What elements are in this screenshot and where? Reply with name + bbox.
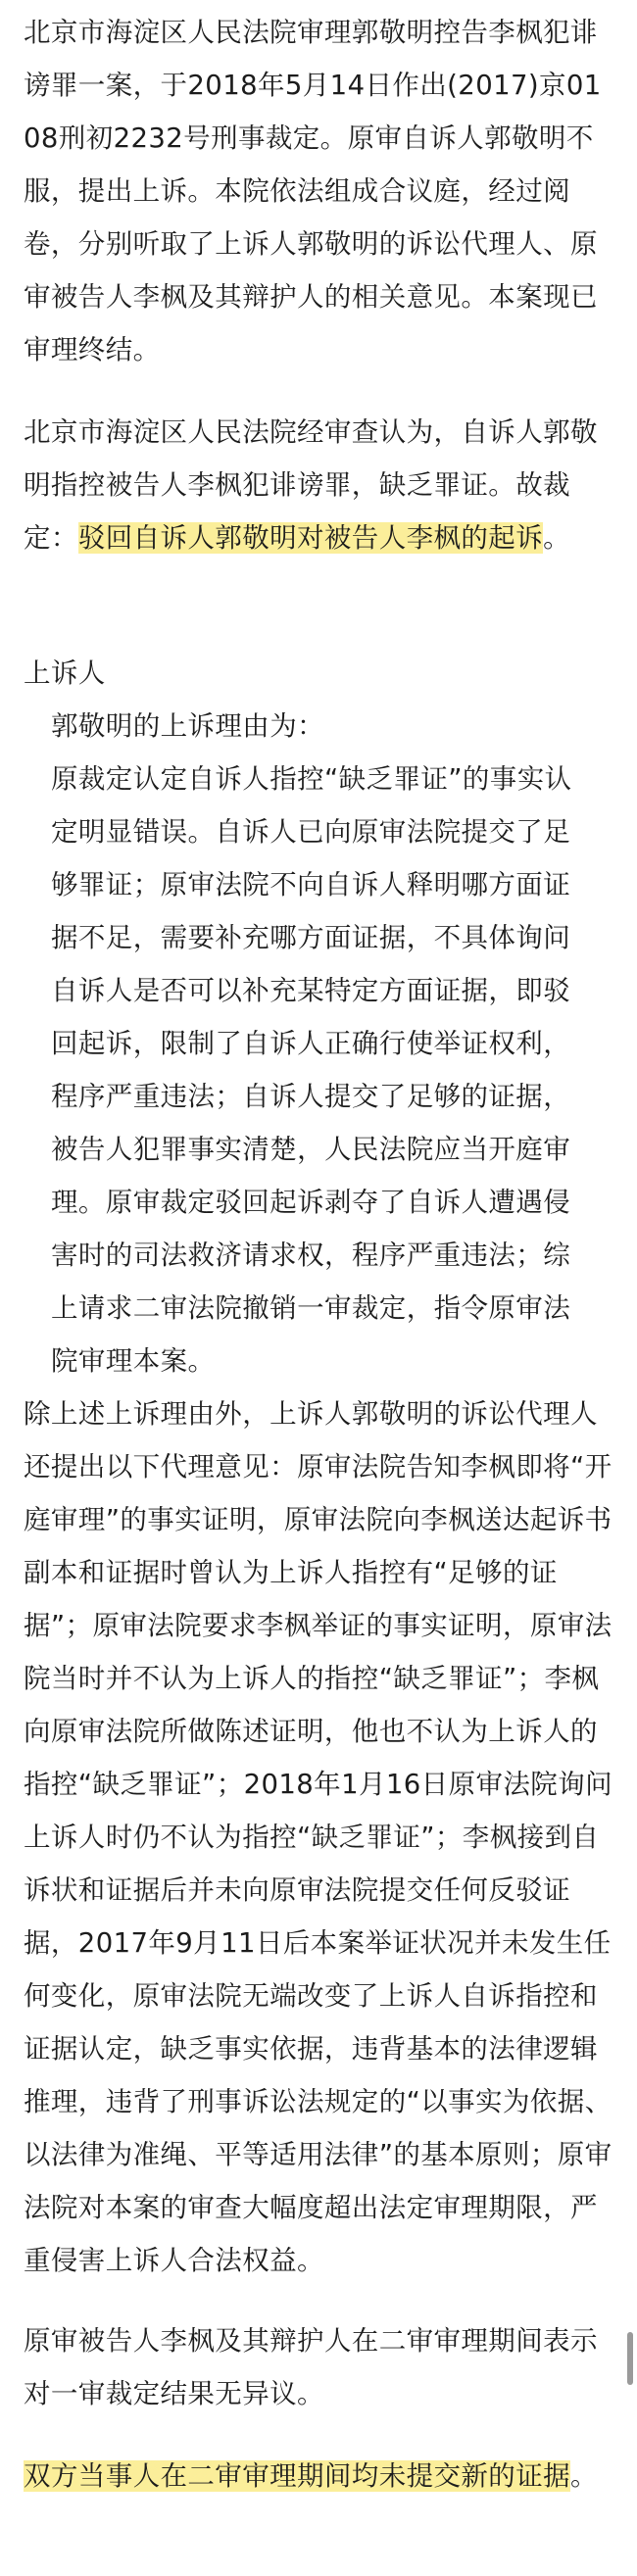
ruling-text: 北京市海淀区人民法院经审查认为，自诉人郭敬明指控被告人李枫犯诽谤罪，缺乏罪证。故裁定： xyxy=(24,416,598,554)
ruling-period: 。 xyxy=(543,522,571,554)
appellant-label: 上诉人 xyxy=(24,657,106,689)
highlighted-ruling: 驳回自诉人郭敬明对被告人李枫的起诉 xyxy=(77,522,544,554)
highlighted-no-new-evidence: 双方当事人在二审审理期间均未提交新的证据 xyxy=(24,2460,570,2492)
scrollbar-thumb[interactable] xyxy=(627,2332,633,2385)
agent-opinion: 除上述上诉理由外，上诉人郭敬明的诉讼代理人还提出以下代理意见：原审法院告知李枫即将“开庭审理”的事实证明，原审法院向李枫送达起诉书副本和证据时曾认为上诉人指控有“足够的证据”；原审法院要求李枫举证的事实证明，原审法院当时并不认为上诉人的指控“缺乏罪证”；李枫向原审法院所做陈述证明，他也不认为上诉人的指控“缺乏罪证”；2018年1月16日原审法院询问上诉人时仍不认为指控“缺乏罪证”；李枫接到自诉状和证据后并未向原审法院提交任何反驳证据，2017年9月11日后本案举证状况并未发生任何变化，原审法院无端改变了上诉人自诉指控和证据认定，缺乏事实依据，违背基本的法律逻辑推理，违背了刑事诉讼法规定的“以事实为依据、以法律为准绳、平等适用法律”的基本原则；原审法院对本案的审查大幅度超出法定审理期限，严重侵害上诉人合法权益。 xyxy=(24,1398,612,2276)
paragraph-first-instance-ruling xyxy=(24,406,613,564)
closing-period: 。 xyxy=(570,2460,598,2492)
defendant-response: 原审被告人李枫及其辩护人在二审审理期间表示对一审裁定结果无异议。 xyxy=(24,2325,598,2409)
no-new-evidence xyxy=(24,2450,613,2503)
paragraph-case-intro: 北京市海淀区人民法院审理郭敬明控告李枫犯诽谤罪一案，于2018年5月14日作出(2017)京0108刑初2232号刑事裁定。原审自诉人郭敬明不服，提出上诉。本院依法组成合议庭，经过阅卷，分别听取了上诉人郭敬明的诉讼代理人、原审被告人李枫及其辩护人的相关意见。本案现已审理终结。 xyxy=(24,17,602,365)
appeal-reason-intro: 郭敬明的上诉理由为： xyxy=(51,710,324,742)
appeal-reason-body: 原裁定认定自诉人指控“缺乏罪证”的事实认定明显错误。自诉人已向原审法院提交了足够罪证；原审法院不向自诉人释明哪方面证据不足，需要补充哪方面证据，不具体询问自诉人是否可以补充某特定方面证据，即驳回起诉，限制了自诉人正确行使举证权利，程序严重违法；自诉人提交了足够的证据，被告人犯罪事实清楚，人民法院应当开庭审理。原审裁定驳回起诉剥夺了自诉人遭遇侵害时的司法救济请求权，程序严重违法；综上请求二审法院撤销一审裁定，指令原审法院审理本案。 xyxy=(51,763,572,1377)
